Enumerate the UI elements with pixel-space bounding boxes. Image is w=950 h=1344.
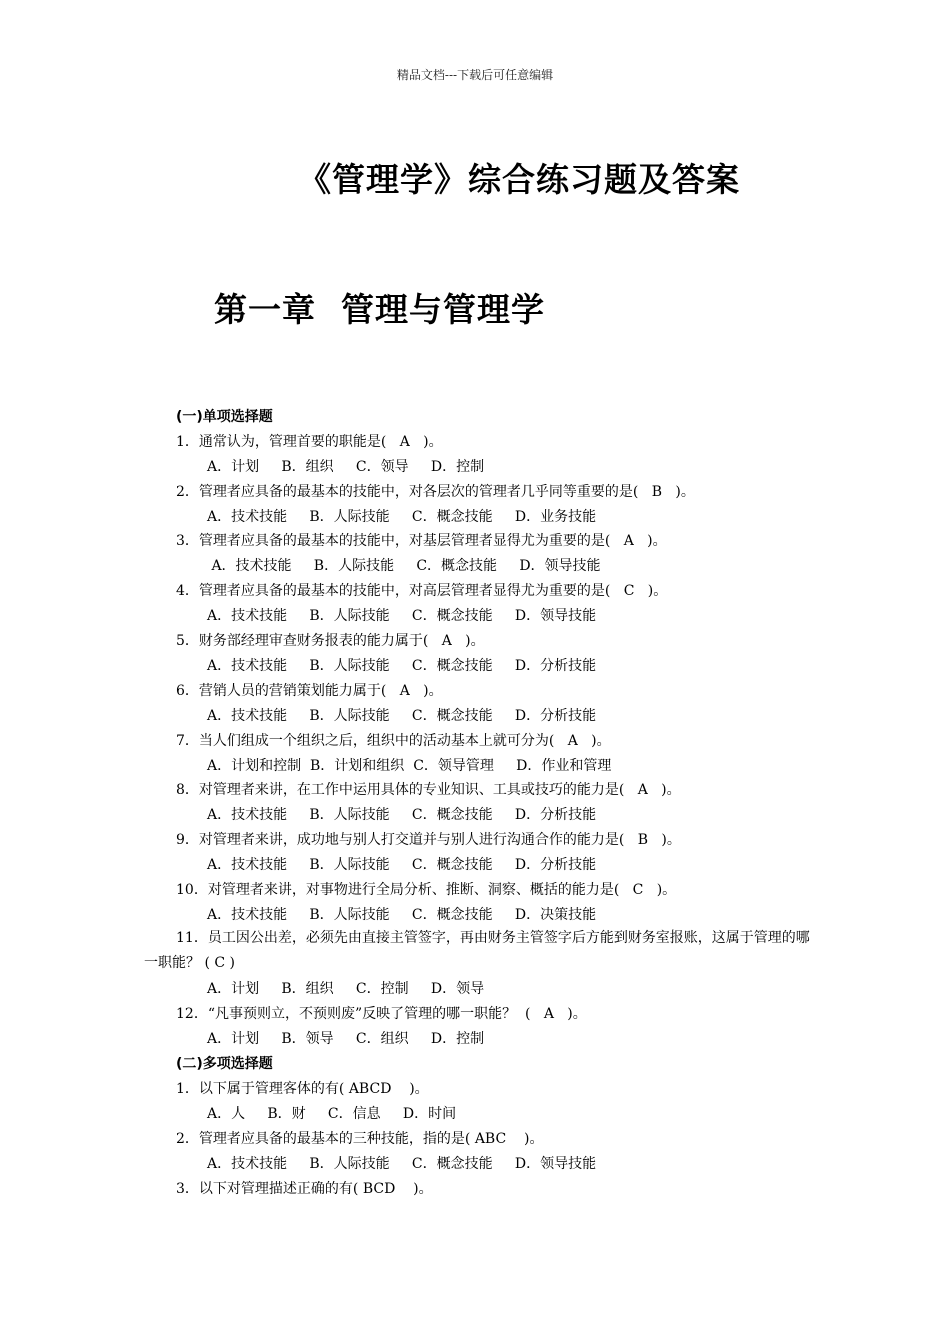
options-1: A．计划 B．组织 C．领导 D．控制 [207,459,485,475]
question-4: 4．管理者应具备的最基本的技能中，对高层管理者显得尤为重要的是( C )。 [176,583,668,599]
question-2: 2．管理者应具备的最基本的技能中，对各层次的管理者几乎同等重要的是( B )。 [176,484,695,500]
question-11: 11．员工因公出差，必须先由直接主管签字，再由财务主管签字后方能到财务室报账，这属于管理的哪一职能？ ( C ) [144,930,810,971]
multi-question-3: 3．以下对管理描述正确的有( BCD )。 [176,1181,433,1197]
options-11: A．计划 B．组织 C．控制 D．领导 [207,981,485,997]
question-12: 12．“凡事预则立，不预则废”反映了管理的哪一职能？ ( A )。 [176,1006,587,1022]
multi-question-1: 1．以下属于管理客体的有( ABCD )。 [176,1081,429,1097]
options-2: A．技术技能 B．人际技能 C．概念技能 D．业务技能 [207,509,597,525]
options-5: A．技术技能 B．人际技能 C．概念技能 D．分析技能 [207,658,597,674]
options-3: A．技术技能 B．人际技能 C．概念技能 D．领导技能 [207,558,601,574]
question-9: 9．对管理者来讲，成功地与别人打交道并与别人进行沟通合作的能力是( B )。 [176,832,681,848]
document-title: 《管理学》综合练习题及答案 [298,160,740,199]
options-6: A．技术技能 B．人际技能 C．概念技能 D．分析技能 [207,708,597,724]
question-7: 7．当人们组成一个组织之后，组织中的活动基本上就可分为( A )。 [176,733,611,749]
question-8: 8．对管理者来讲，在工作中运用具体的专业知识、工具或技巧的能力是( A )。 [176,782,681,798]
options-10: A．技术技能 B．人际技能 C．概念技能 D．决策技能 [207,907,597,923]
options-8: A．技术技能 B．人际技能 C．概念技能 D．分析技能 [207,807,597,823]
options-9: A．技术技能 B．人际技能 C．概念技能 D．分析技能 [207,857,597,873]
question-5: 5．财务部经理审查财务报表的能力属于( A )。 [176,633,485,649]
chapter-heading: 第一章 管理与管理学 [214,290,545,329]
section-heading-multi-choice: (二)多项选择题 [176,1056,273,1072]
options-4: A．技术技能 B．人际技能 C．概念技能 D．领导技能 [207,608,597,624]
question-10: 10．对管理者来讲，对事物进行全局分析、推断、洞察、概括的能力是( C )。 [176,882,677,898]
options-7: A．计划和控制 B．计划和组织 C．领导管理 D．作业和管理 [207,758,612,774]
question-1: 1．通常认为，管理首要的职能是( A )。 [176,434,443,450]
question-6: 6．营销人员的营销策划能力属于( A )。 [176,683,443,699]
options-12: A．计划 B．领导 C．组织 D．控制 [207,1031,485,1047]
multi-options-1: A．人 B．财 C．信息 D．时间 [207,1106,457,1122]
multi-options-2: A．技术技能 B．人际技能 C．概念技能 D．领导技能 [207,1156,597,1172]
header-note: 精品文档---下载后可任意编辑 [396,68,554,82]
section-heading-single-choice: (一)单项选择题 [176,409,273,425]
question-3: 3．管理者应具备的最基本的技能中，对基层管理者显得尤为重要的是( A )。 [176,533,667,549]
multi-question-2: 2．管理者应具备的最基本的三种技能，指的是( ABC )。 [176,1131,544,1147]
